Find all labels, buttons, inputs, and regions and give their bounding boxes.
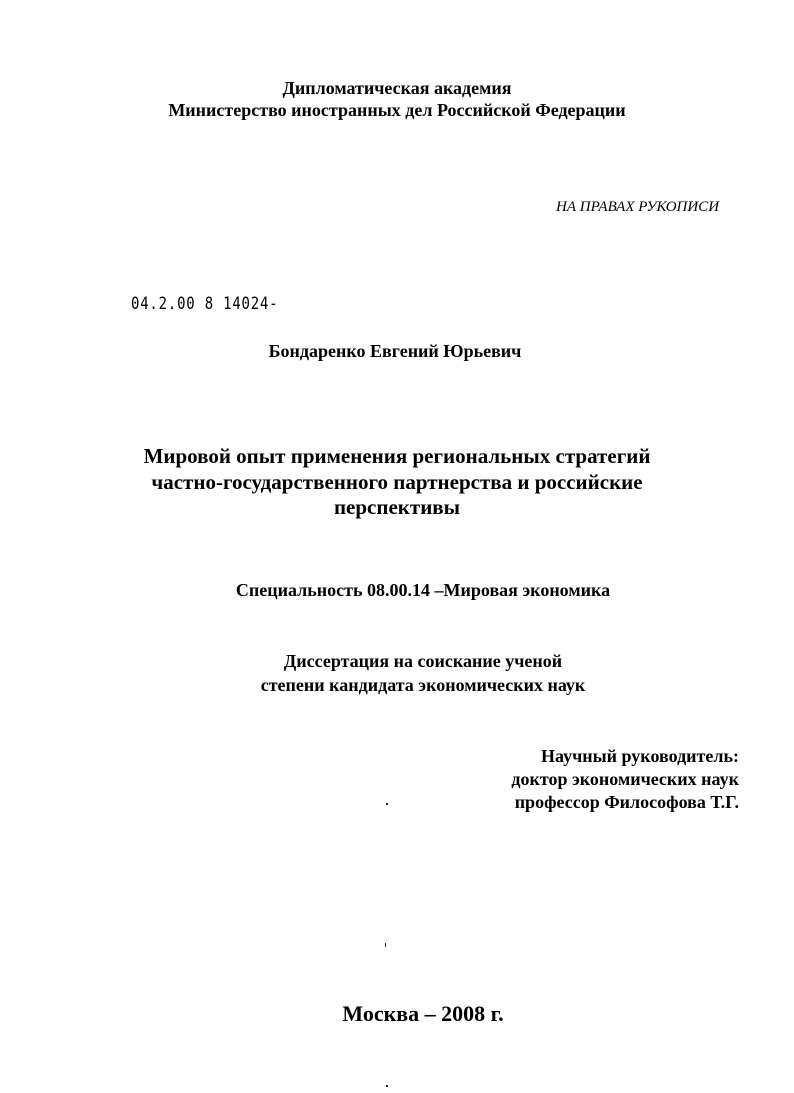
scan-speck [386,1085,388,1087]
supervisor-name: профессор Философова Т.Г. [514,792,739,812]
institution-name: Дипломатическая академия [282,78,512,98]
registration-number: 04.2.00 8 14024- [131,294,279,314]
thesis-title-line-1: Мировой опыт применения региональных стратегий [143,444,651,468]
thesis-title-line-2: частно-государственного партнерства и российские [151,470,643,494]
specialty: Специальность 08.00.14 –Мировая экономика [235,580,611,600]
city-year: Москва – 2008 г. [342,1001,504,1026]
thesis-title-line-3: перспективы [333,495,461,519]
manuscript-rights-stamp: НА ПРАВАХ РУКОПИСИ [556,199,720,215]
scan-speck [385,943,386,947]
scan-speck [386,803,388,805]
author-name: Бондаренко Евгений Юрьевич [268,341,522,361]
dissertation-line-1: Диссертация на соискание ученой [283,651,563,671]
supervisor-degree: доктор экономических наук [511,769,739,789]
dissertation-line-2: степени кандидата экономических наук [260,675,586,695]
ministry-name: Министерство иностранных дел Российской Федерации [168,100,626,120]
supervisor-label: Научный руководитель: [541,746,739,766]
